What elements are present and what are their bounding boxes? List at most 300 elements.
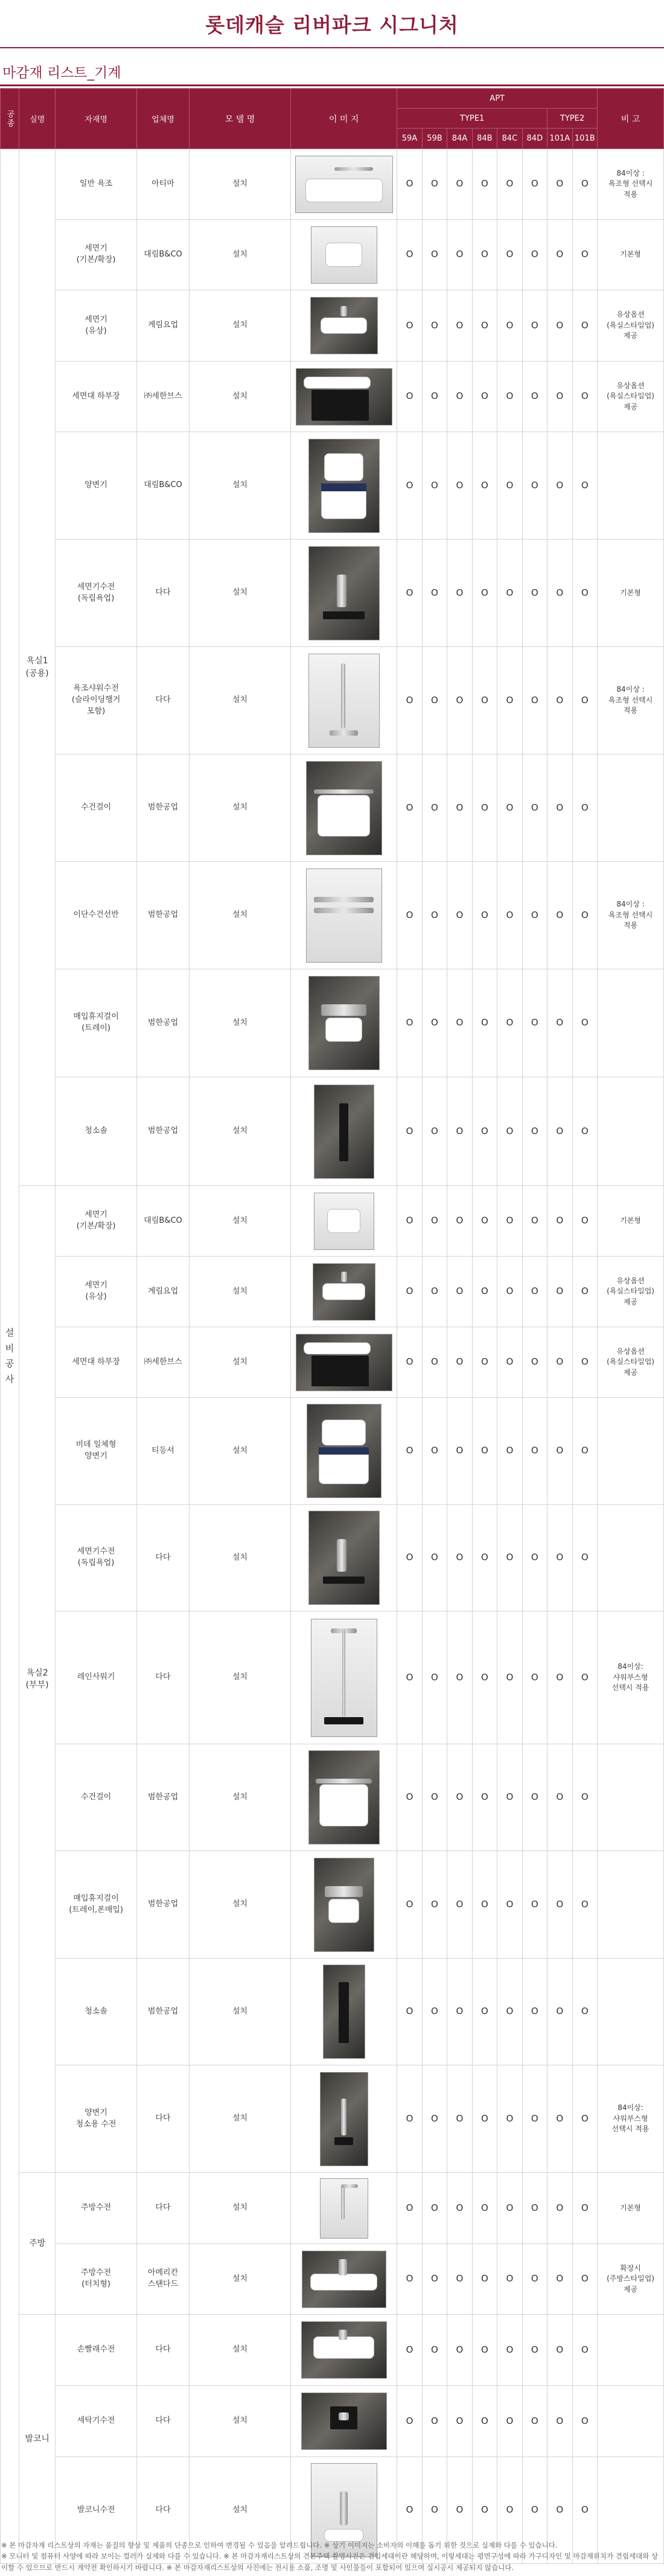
header-unit-101a: 101A (547, 129, 572, 149)
apt-mark: O (522, 862, 547, 969)
image-cell (291, 1612, 397, 1744)
model-cell: 설치 (190, 2315, 291, 2386)
image-cell (291, 362, 397, 432)
apt-mark: O (472, 149, 497, 220)
apt-mark: O (497, 1959, 522, 2065)
model-cell: 설치 (190, 969, 291, 1077)
vanity-cabinet-photo (296, 368, 392, 426)
model-cell: 설치 (190, 290, 291, 362)
apt-mark: O (497, 1257, 522, 1327)
apt-mark: O (522, 647, 547, 754)
apt-mark: O (422, 1186, 447, 1257)
apt-mark: O (422, 2386, 447, 2457)
kitchen-faucet-photo (320, 2178, 368, 2239)
apt-mark: O (547, 290, 572, 362)
apt-mark: O (447, 2065, 472, 2173)
apt-mark: O (422, 1398, 447, 1505)
apt-mark: O (397, 1077, 422, 1186)
apt-mark: O (547, 1398, 572, 1505)
apt-mark: O (472, 220, 497, 290)
table-row (1, 149, 664, 220)
apt-mark: O (397, 2244, 422, 2315)
header-type1: TYPE1 (397, 109, 547, 129)
image-cell (291, 220, 397, 290)
apt-mark: O (397, 220, 422, 290)
vendor-cell: 다다 (136, 1612, 189, 1744)
toilet-brush-photo (314, 1085, 374, 1179)
model-cell: 설치 (190, 1327, 291, 1398)
vendor-cell: 대림B&CO (136, 220, 189, 290)
subtitle-divider (0, 84, 664, 86)
apt-mark: O (397, 432, 422, 540)
apt-mark: O (572, 1186, 598, 1257)
vendor-cell: 범한공업 (136, 1744, 189, 1851)
apt-mark: O (422, 149, 447, 220)
apt-mark: O (472, 1505, 497, 1612)
apt-mark: O (447, 1327, 472, 1398)
apt-mark: O (547, 362, 572, 432)
apt-mark: O (397, 2457, 422, 2564)
model-cell: 설치 (190, 220, 291, 290)
material-cell: 이단수건선반 (56, 862, 137, 969)
image-cell (291, 2065, 397, 2173)
apt-mark: O (572, 2244, 598, 2315)
apt-mark: O (397, 1612, 422, 1744)
apt-mark: O (572, 1851, 598, 1959)
vendor-cell: 범한공업 (136, 1851, 189, 1959)
material-cell: 세면기 (유상) (56, 1257, 137, 1327)
apt-mark: O (447, 2315, 472, 2386)
apt-mark: O (447, 432, 472, 540)
header-image: 이 미 지 (291, 89, 397, 149)
apt-mark: O (447, 1077, 472, 1186)
table-row (1, 1398, 664, 1505)
vendor-cell: 대림B&CO (136, 432, 189, 540)
material-cell: 세면기 (유상) (56, 290, 137, 362)
vendor-cell: 아메리칸 스탠다드 (136, 2244, 189, 2315)
apt-mark: O (547, 2244, 572, 2315)
remarks-cell (598, 1851, 664, 1959)
page-subtitle: 마감재 리스트_기계 (2, 65, 121, 81)
remarks-cell (598, 2386, 664, 2457)
apt-mark: O (447, 1505, 472, 1612)
apt-mark: O (397, 754, 422, 862)
apt-mark: O (572, 1257, 598, 1327)
apt-mark: O (522, 290, 547, 362)
model-cell: 설치 (190, 1077, 291, 1186)
apt-mark: O (472, 2244, 497, 2315)
apt-mark: O (497, 290, 522, 362)
apt-mark: O (447, 220, 472, 290)
apt-mark: O (447, 2386, 472, 2457)
header-model: 모 델 명 (190, 89, 291, 149)
apt-mark: O (397, 1186, 422, 1257)
apt-mark: O (447, 1851, 472, 1959)
apt-mark: O (447, 2457, 472, 2564)
material-cell: 청소솔 (56, 1959, 137, 2065)
table-row (1, 1327, 664, 1398)
basin-faucet-photo (308, 1511, 380, 1605)
apt-mark: O (572, 1398, 598, 1505)
apt-mark: O (572, 432, 598, 540)
header-vendor: 업체명 (136, 89, 189, 149)
image-cell (291, 969, 397, 1077)
model-cell: 설치 (190, 1398, 291, 1505)
header-material: 자재명 (56, 89, 137, 149)
model-cell: 설치 (190, 2065, 291, 2173)
remarks-cell (598, 432, 664, 540)
material-cell: 세면기 (기본/확장) (56, 1186, 137, 1257)
table-row (1, 1505, 664, 1612)
remarks-cell (598, 1744, 664, 1851)
model-cell: 설치 (190, 2173, 291, 2244)
apt-mark: O (397, 1959, 422, 2065)
apt-mark: O (472, 969, 497, 1077)
apt-mark: O (572, 290, 598, 362)
material-cell: 세면대 하부장 (56, 1327, 137, 1398)
apt-mark: O (547, 2173, 572, 2244)
apt-mark: O (422, 362, 447, 432)
apt-mark: O (472, 1744, 497, 1851)
apt-mark: O (447, 1612, 472, 1744)
apt-mark: O (547, 540, 572, 647)
apt-mark: O (447, 754, 472, 862)
table-row (1, 647, 664, 754)
apt-mark: O (422, 1744, 447, 1851)
image-cell (291, 1257, 397, 1327)
header-type2: TYPE2 (547, 109, 598, 129)
apt-mark: O (522, 1612, 547, 1744)
room-group-cell: 욕실2 (부부) (19, 1186, 56, 2173)
material-cell: 청소솔 (56, 1077, 137, 1186)
apt-mark: O (472, 290, 497, 362)
washbasin-photo (314, 1193, 374, 1250)
touch-kitchen-faucet-photo (302, 2251, 386, 2308)
washbasin-photo (311, 226, 377, 284)
apt-mark: O (397, 969, 422, 1077)
apt-mark: O (422, 647, 447, 754)
vendor-cell: 다다 (136, 2065, 189, 2173)
apt-mark: O (397, 2315, 422, 2386)
apt-mark: O (497, 540, 522, 647)
apt-mark: O (422, 220, 447, 290)
header-work: 공종 (1, 89, 19, 149)
apt-mark: O (572, 220, 598, 290)
apt-mark: O (397, 1744, 422, 1851)
apt-mark: O (497, 1077, 522, 1186)
room-group-cell: 발코니 (19, 2315, 56, 2564)
work-group-cell: 설 비 공 사 (1, 149, 19, 2564)
apt-mark: O (447, 862, 472, 969)
table-row (1, 969, 664, 1077)
apt-mark: O (397, 149, 422, 220)
material-cell: 세면기 (기본/확장) (56, 220, 137, 290)
basin-faucet-photo (308, 546, 380, 640)
apt-mark: O (472, 540, 497, 647)
apt-mark: O (572, 1327, 598, 1398)
image-cell (291, 2315, 397, 2386)
apt-mark: O (472, 1327, 497, 1398)
table-row (1, 290, 664, 362)
remarks-cell: 유상옵션 (욕실스타일업) 제공 (598, 1327, 664, 1398)
washbasin-photo (313, 1263, 375, 1321)
material-cell: 양변기 (56, 432, 137, 540)
header-unit-84a: 84A (447, 129, 472, 149)
apt-mark: O (422, 754, 447, 862)
apt-mark: O (447, 1257, 472, 1327)
apt-mark: O (472, 2315, 497, 2386)
footnote-2: ※ 모니터 및 컴퓨터 사양에 따라 보이는 컬러가 실제와 다를 수 있습니다. ※ 본 마감자재리스트상의 견본주택 촬영사진은 견입세대이란 해당하며, 이렇세대는 평면구성에 따라 가구디자인 및 마감재위치가 견립세대와 상이할 수 있으므로 반드시 계약전 확인하시기 바랍니다. ※ 본 마감자재리스트상의 사진에는 전시용 소품, 조명 및 사인물들이 포함되어 있으며 실시공시 제공되지 않습니다. (1, 2552, 659, 2572)
material-cell: 수건걸이 (56, 754, 137, 862)
apt-mark: O (397, 1851, 422, 1959)
remarks-cell (598, 2315, 664, 2386)
vendor-cell: 계림요업 (136, 290, 189, 362)
apt-mark: O (547, 1612, 572, 1744)
table-row (1, 1851, 664, 1959)
apt-mark: O (397, 1398, 422, 1505)
apt-mark: O (397, 1257, 422, 1327)
vendor-cell: 대림B&CO (136, 1186, 189, 1257)
toilet-photo (308, 439, 380, 533)
header-unit-84b: 84B (472, 129, 497, 149)
material-cell: 세면기수전 (독립욕업) (56, 540, 137, 647)
apt-mark: O (522, 2173, 547, 2244)
material-cell: 양변기 청소용 수전 (56, 2065, 137, 2173)
header-unit-101b: 101B (572, 129, 598, 149)
vendor-cell: 다다 (136, 647, 189, 754)
remarks-cell: 기본형 (598, 540, 664, 647)
apt-mark: O (522, 754, 547, 862)
apt-mark: O (472, 1398, 497, 1505)
material-cell: 주방수전 (터치형) (56, 2244, 137, 2315)
apt-mark: O (422, 1612, 447, 1744)
table-row (1, 1959, 664, 2065)
apt-mark: O (472, 647, 497, 754)
apt-mark: O (497, 862, 522, 969)
apt-mark: O (422, 969, 447, 1077)
image-cell (291, 1398, 397, 1505)
apt-mark: O (572, 540, 598, 647)
material-cell: 발코니수전 (56, 2457, 137, 2564)
finish-materials-table (0, 88, 664, 2564)
apt-mark: O (447, 2173, 472, 2244)
remarks-cell (598, 1398, 664, 1505)
material-cell: 매입휴지걸이 (트레이) (56, 969, 137, 1077)
header-unit-59a: 59A (397, 129, 422, 149)
material-cell: 비데 일체형 양변기 (56, 1398, 137, 1505)
image-cell (291, 1077, 397, 1186)
image-cell (291, 290, 397, 362)
apt-mark: O (497, 1505, 522, 1612)
table-row (1, 2065, 664, 2173)
apt-mark: O (447, 969, 472, 1077)
apt-mark: O (522, 1851, 547, 1959)
apt-mark: O (547, 1851, 572, 1959)
vanity-cabinet-photo (296, 1334, 392, 1391)
apt-mark: O (522, 969, 547, 1077)
apt-mark: O (547, 1744, 572, 1851)
apt-mark: O (472, 2386, 497, 2457)
image-cell (291, 1505, 397, 1612)
apt-mark: O (472, 1186, 497, 1257)
apt-mark: O (497, 2244, 522, 2315)
material-cell: 주방수전 (56, 2173, 137, 2244)
image-cell (291, 540, 397, 647)
apt-mark: O (572, 362, 598, 432)
model-cell: 설치 (190, 362, 291, 432)
remarks-cell: 유상옵션 (욕실스타일업) 제공 (598, 362, 664, 432)
page-title: 롯데캐슬 리버파크 시그니처 (205, 13, 459, 37)
apt-mark: O (497, 647, 522, 754)
apt-mark: O (497, 754, 522, 862)
apt-mark: O (547, 2315, 572, 2386)
apt-mark: O (447, 540, 472, 647)
vendor-cell: 다다 (136, 540, 189, 647)
apt-mark: O (397, 2065, 422, 2173)
vendor-cell: 아티마 (136, 149, 189, 220)
apt-mark: O (522, 1077, 547, 1186)
model-cell: 설치 (190, 1851, 291, 1959)
apt-mark: O (497, 1744, 522, 1851)
paper-holder-photo (308, 976, 380, 1070)
apt-mark: O (397, 1327, 422, 1398)
table-row (1, 2244, 664, 2315)
image-cell (291, 2173, 397, 2244)
footnote-1: ※ 본 마감자재 리스트상의 자재는 품질의 향상 및 제품의 단종으로 인하여 변경될 수 있음을 알려드립니다. ※ 상기 이미지는 소비자의 이해를 돕기 위한 것으로 실제와 다를 수 있습니다. (1, 2541, 558, 2549)
apt-mark: O (522, 1257, 547, 1327)
apt-mark: O (422, 1505, 447, 1612)
remarks-cell (598, 1505, 664, 1612)
apt-mark: O (397, 2386, 422, 2457)
apt-mark: O (397, 362, 422, 432)
material-cell: 수건걸이 (56, 1744, 137, 1851)
apt-mark: O (497, 432, 522, 540)
apt-mark: O (547, 149, 572, 220)
remarks-cell (598, 1959, 664, 2065)
apt-mark: O (497, 969, 522, 1077)
image-cell (291, 2386, 397, 2457)
material-cell: 세면기수전 (독립욕업) (56, 1505, 137, 1612)
material-cell: 레인사워기 (56, 1612, 137, 1744)
table-row (1, 432, 664, 540)
model-cell: 설치 (190, 647, 291, 754)
header-unit-84c: 84C (497, 129, 522, 149)
model-cell: 설치 (190, 862, 291, 969)
title-bar (0, 0, 664, 48)
apt-mark: O (497, 1851, 522, 1959)
apt-mark: O (397, 290, 422, 362)
image-cell (291, 1186, 397, 1257)
vendor-cell: 범한공업 (136, 754, 189, 862)
apt-mark: O (472, 754, 497, 862)
apt-mark: O (497, 2173, 522, 2244)
apt-mark: O (422, 290, 447, 362)
vendor-cell: 범한공업 (136, 862, 189, 969)
apt-mark: O (547, 1077, 572, 1186)
apt-mark: O (397, 647, 422, 754)
apt-mark: O (547, 969, 572, 1077)
model-cell: 설치 (190, 1959, 291, 2065)
apt-mark: O (447, 1186, 472, 1257)
apt-mark: O (572, 2173, 598, 2244)
material-cell: 세면대 하부장 (56, 362, 137, 432)
towel-bar-photo (308, 1750, 380, 1844)
image-cell (291, 1327, 397, 1398)
table-row (1, 540, 664, 647)
remarks-cell: 84이상 : 욕조형 선택시 적용 (598, 149, 664, 220)
remarks-cell: 기본형 (598, 220, 664, 290)
apt-mark: O (572, 1505, 598, 1612)
remarks-cell (598, 969, 664, 1077)
apt-mark: O (472, 1077, 497, 1186)
remarks-cell (598, 1077, 664, 1186)
material-cell: 일반 욕조 (56, 149, 137, 220)
apt-mark: O (547, 1257, 572, 1327)
towel-bar-photo (306, 761, 382, 855)
apt-mark: O (422, 1851, 447, 1959)
apt-mark: O (497, 2315, 522, 2386)
apt-mark: O (397, 540, 422, 647)
apt-mark: O (547, 1186, 572, 1257)
vendor-cell: 범한공업 (136, 969, 189, 1077)
table-row (1, 1186, 664, 1257)
model-cell: 설치 (190, 2386, 291, 2457)
apt-mark: O (472, 2173, 497, 2244)
apt-mark: O (547, 2065, 572, 2173)
apt-mark: O (472, 1612, 497, 1744)
header-remarks: 비 고 (598, 89, 664, 149)
paper-holder-photo (314, 1858, 374, 1952)
model-cell: 설치 (190, 1505, 291, 1612)
table-row (1, 2173, 664, 2244)
apt-mark: O (422, 2315, 447, 2386)
apt-mark: O (547, 647, 572, 754)
room-group-cell: 주방 (19, 2173, 56, 2315)
table-row (1, 362, 664, 432)
vendor-cell: 티등셔 (136, 1398, 189, 1505)
remarks-cell: 기본형 (598, 2173, 664, 2244)
apt-mark: O (547, 2457, 572, 2564)
apt-mark: O (522, 149, 547, 220)
vendor-cell: 다다 (136, 2386, 189, 2457)
remarks-cell: 84이상 : 욕조형 선택시 적용 (598, 647, 664, 754)
apt-mark: O (472, 2065, 497, 2173)
table-row (1, 2386, 664, 2457)
apt-mark: O (547, 754, 572, 862)
remarks-cell: 84이상: 샤워부스형 선택시 적용 (598, 1612, 664, 1744)
apt-mark: O (497, 2065, 522, 2173)
apt-mark: O (422, 2457, 447, 2564)
model-cell: 설치 (190, 432, 291, 540)
apt-mark: O (422, 540, 447, 647)
apt-mark: O (472, 432, 497, 540)
table-row (1, 220, 664, 290)
remarks-cell: 유상옵션 (욕실스타일업) 제공 (598, 290, 664, 362)
apt-mark: O (522, 362, 547, 432)
vendor-cell: 범한공업 (136, 1959, 189, 2065)
apt-mark: O (522, 1327, 547, 1398)
model-cell: 설치 (190, 754, 291, 862)
apt-mark: O (572, 1077, 598, 1186)
table-row (1, 2315, 664, 2386)
apt-mark: O (522, 2244, 547, 2315)
apt-mark: O (572, 1612, 598, 1744)
apt-mark: O (572, 149, 598, 220)
vendor-cell: 범한공업 (136, 1077, 189, 1186)
apt-mark: O (447, 362, 472, 432)
remarks-cell: 84이상: 샤워부스형 선택시 적용 (598, 2065, 664, 2173)
apt-mark: O (547, 432, 572, 540)
